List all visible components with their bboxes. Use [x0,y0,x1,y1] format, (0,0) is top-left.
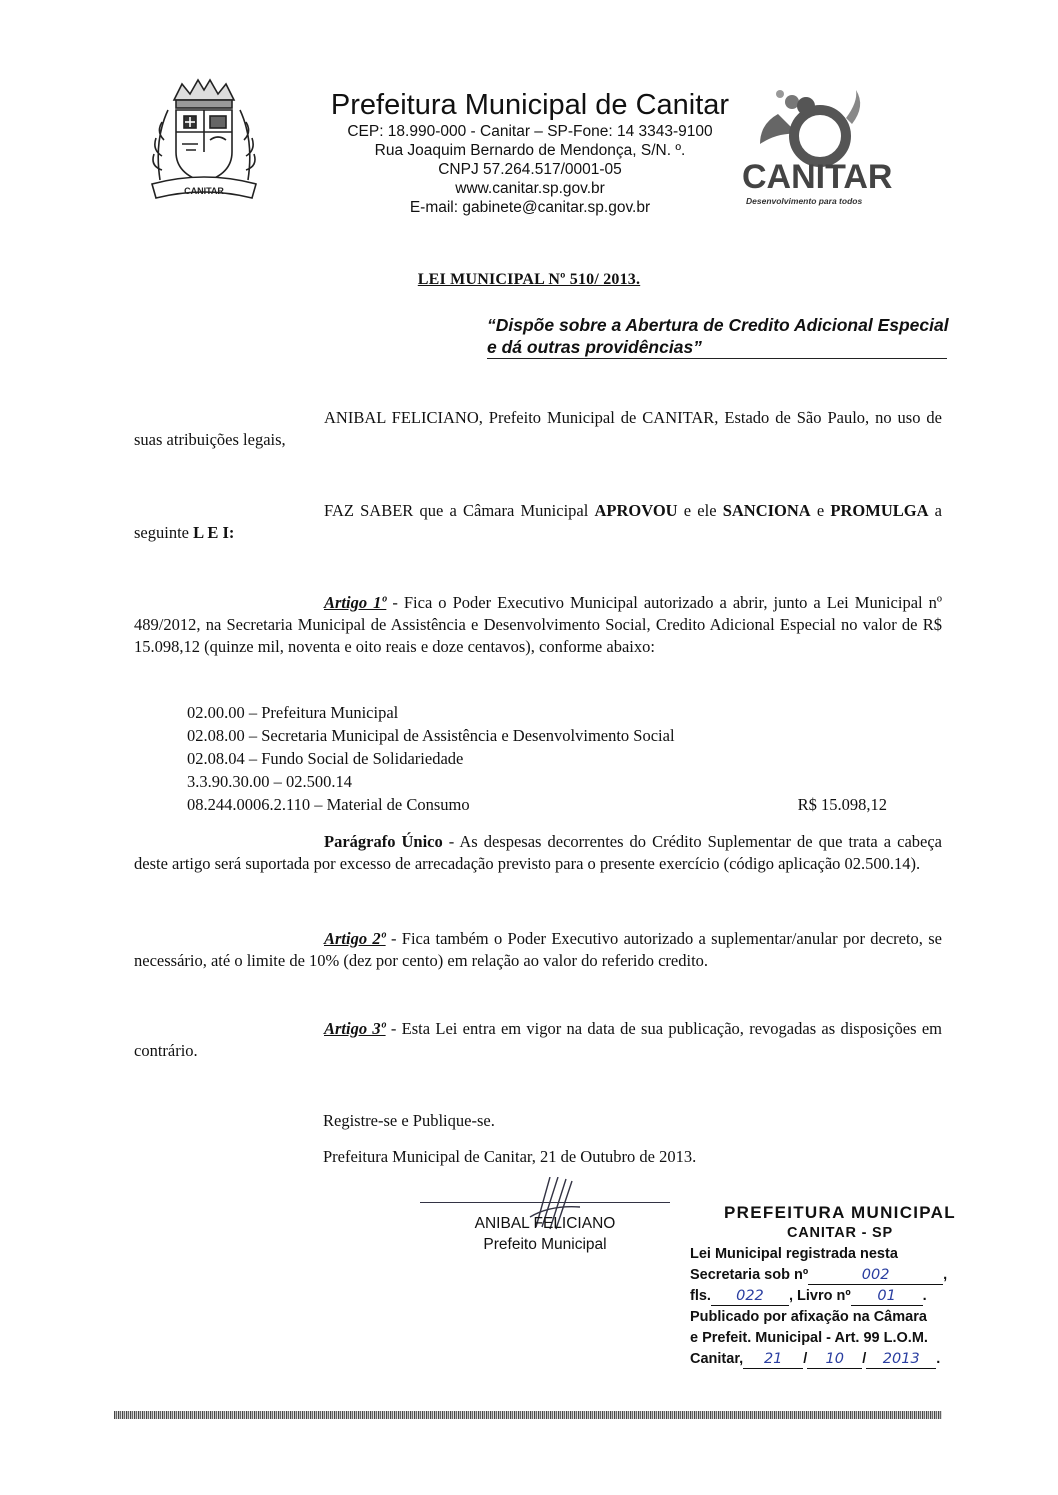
header-email-line: E-mail: gabinete@canitar.sp.gov.br [409,199,651,216]
stamp-label: , Livro nº [788,1288,851,1304]
page-number: 022 [711,1287,789,1306]
municipal-crest-icon [140,70,268,210]
list-item [187,701,887,724]
date-year: 2013 [866,1350,936,1369]
stamp-line: e Prefeit. Municipal - Art. 99 L.O.M. [690,1330,928,1346]
article-3-label: Artigo 3º [324,1019,386,1038]
footer-scan-bar [114,1411,942,1419]
closing-block [323,1103,696,1175]
stamp-page-line: fls. 022 , Livro nº 01 . [690,1288,927,1304]
budget-line-text: 3.3.90.30.00 – 02.500.14 [187,772,352,791]
logo-tagline: Desenvolvimento para todos [746,196,863,206]
letterhead [300,88,760,217]
intro-text: ANIBAL FELICIANO, Prefeito Municipal de CANITAR, Estado de São Paulo, no uso de suas atribuições legais, [134,408,942,449]
place-and-date: Prefeitura Municipal de Canitar, 21 de Outubro de 2013. [323,1147,697,1166]
enactment-text: e [810,501,831,520]
article-1-text: - Fica o Poder Executivo Municipal autorizado a abrir, junto a Lei Municipal nº 489/2012, na Secretaria Municipal de Assistência e Desenvolvimento Social, Credito Adicional Especial no valor de R$ 15.098,12 (quinze mil, noventa e oito reais e doze centavos), conforme abaixo: [134,593,942,656]
article-1-label: Artigo 1º [324,593,387,612]
registration-stamp [690,1202,990,1370]
header-website-line: www.canitar.sp.gov.br [455,180,605,197]
law-title: LEI MUNICIPAL Nº 510/ 2013. [417,271,641,288]
sole-paragraph-text: - As despesas decorrentes do Crédito Suplementar de que trata a cabeça deste artigo será suportada por excesso de arrecadação previsto para o presente exercício (código aplicação 02.500.14). [134,832,942,873]
date-day: 21 [743,1350,803,1369]
sole-paragraph-label: Parágrafo Único [324,832,443,851]
book-number: 01 [851,1287,923,1306]
signatory-role: Prefeito Municipal [483,1236,607,1253]
enactment-bold: APROVOU [594,501,678,520]
stamp-line: Publicado por afixação na Câmara [690,1309,927,1325]
enactment-bold: SANCIONA [722,501,811,520]
article-2 [134,928,942,972]
article-2-text: - Fica também o Poder Executivo autorizado a suplementar/anular por decreto, se necessário, até o limite de 10% (dez por cento) em relação ao valor do referido credito. [134,929,943,970]
stamp-city: CANITAR - SP [787,1225,893,1241]
signature-block [420,1185,670,1265]
enactment-bold: L E I: [193,523,235,542]
article-3-text: - Esta Lei entra em vigor na data de sua publicação, revogadas as disposições em contrário. [134,1019,942,1060]
page-title: Prefeitura Municipal de Canitar [330,89,730,121]
header-cnpj-line: CNPJ 57.264.517/0001-05 [438,161,622,178]
logo-wordmark: CANITAR [742,158,893,196]
article-3 [134,1018,942,1062]
budget-line-text: 02.08.04 – Fundo Social de Solidariedade [187,749,464,768]
stamp-label: Canitar, [690,1351,744,1367]
list-item [187,793,887,816]
sole-paragraph [134,831,942,875]
stamp-line: Lei Municipal registrada nesta [690,1246,898,1262]
signatory-name: ANIBAL FELICIANO [474,1215,616,1232]
budget-line-text: 02.08.00 – Secretaria Municipal de Assistência e Desenvolvimento Social [187,726,675,745]
stamp-date-line: Canitar, 21 / 10 / 2013 . [690,1351,941,1367]
canitar-logo-icon [738,88,938,213]
registration-note: Registre-se e Publique-se. [323,1111,495,1130]
stamp-title: PREFEITURA MUNICIPAL [724,1203,956,1222]
enactment-text: e ele [677,501,723,520]
budget-line-amount: R$ 15.098,12 [797,795,887,814]
header-address-line: Rua Joaquim Bernardo de Mendonça, S/N. º. [374,142,686,159]
date-month: 10 [807,1350,862,1369]
list-item [187,724,887,747]
stamp-label: Secretaria sob nº [690,1267,809,1283]
enactment-text: FAZ SABER que a Câmara Municipal [324,501,595,520]
budget-line-text: 02.00.00 – Prefeitura Municipal [187,703,399,722]
enactment-text: a seguinte [134,501,943,542]
intro-paragraph [134,407,942,451]
budget-line-text: 08.244.0006.2.110 – Material de Consumo [187,795,470,814]
article-1 [134,592,942,658]
summary-underline [487,358,947,359]
enactment-bold: PROMULGA [830,501,929,520]
stamp-registry-line: Secretaria sob nº 002 , [690,1267,948,1283]
budget-allocation-list [187,701,887,816]
stamp-label: fls. [690,1288,711,1304]
law-summary: “Dispõe sobre a Abertura de Credito Adicional Especial e dá outras providências” [487,315,949,357]
signature-line [420,1202,670,1203]
registry-number: 002 [808,1266,943,1285]
crest-banner-text: CANITAR [184,186,224,196]
list-item [187,747,887,770]
enactment-paragraph [134,500,942,544]
article-2-label: Artigo 2º [324,929,386,948]
header-address-line: CEP: 18.990-000 - Canitar – SP-Fone: 14 3343-9100 [347,123,713,140]
list-item [187,770,887,793]
